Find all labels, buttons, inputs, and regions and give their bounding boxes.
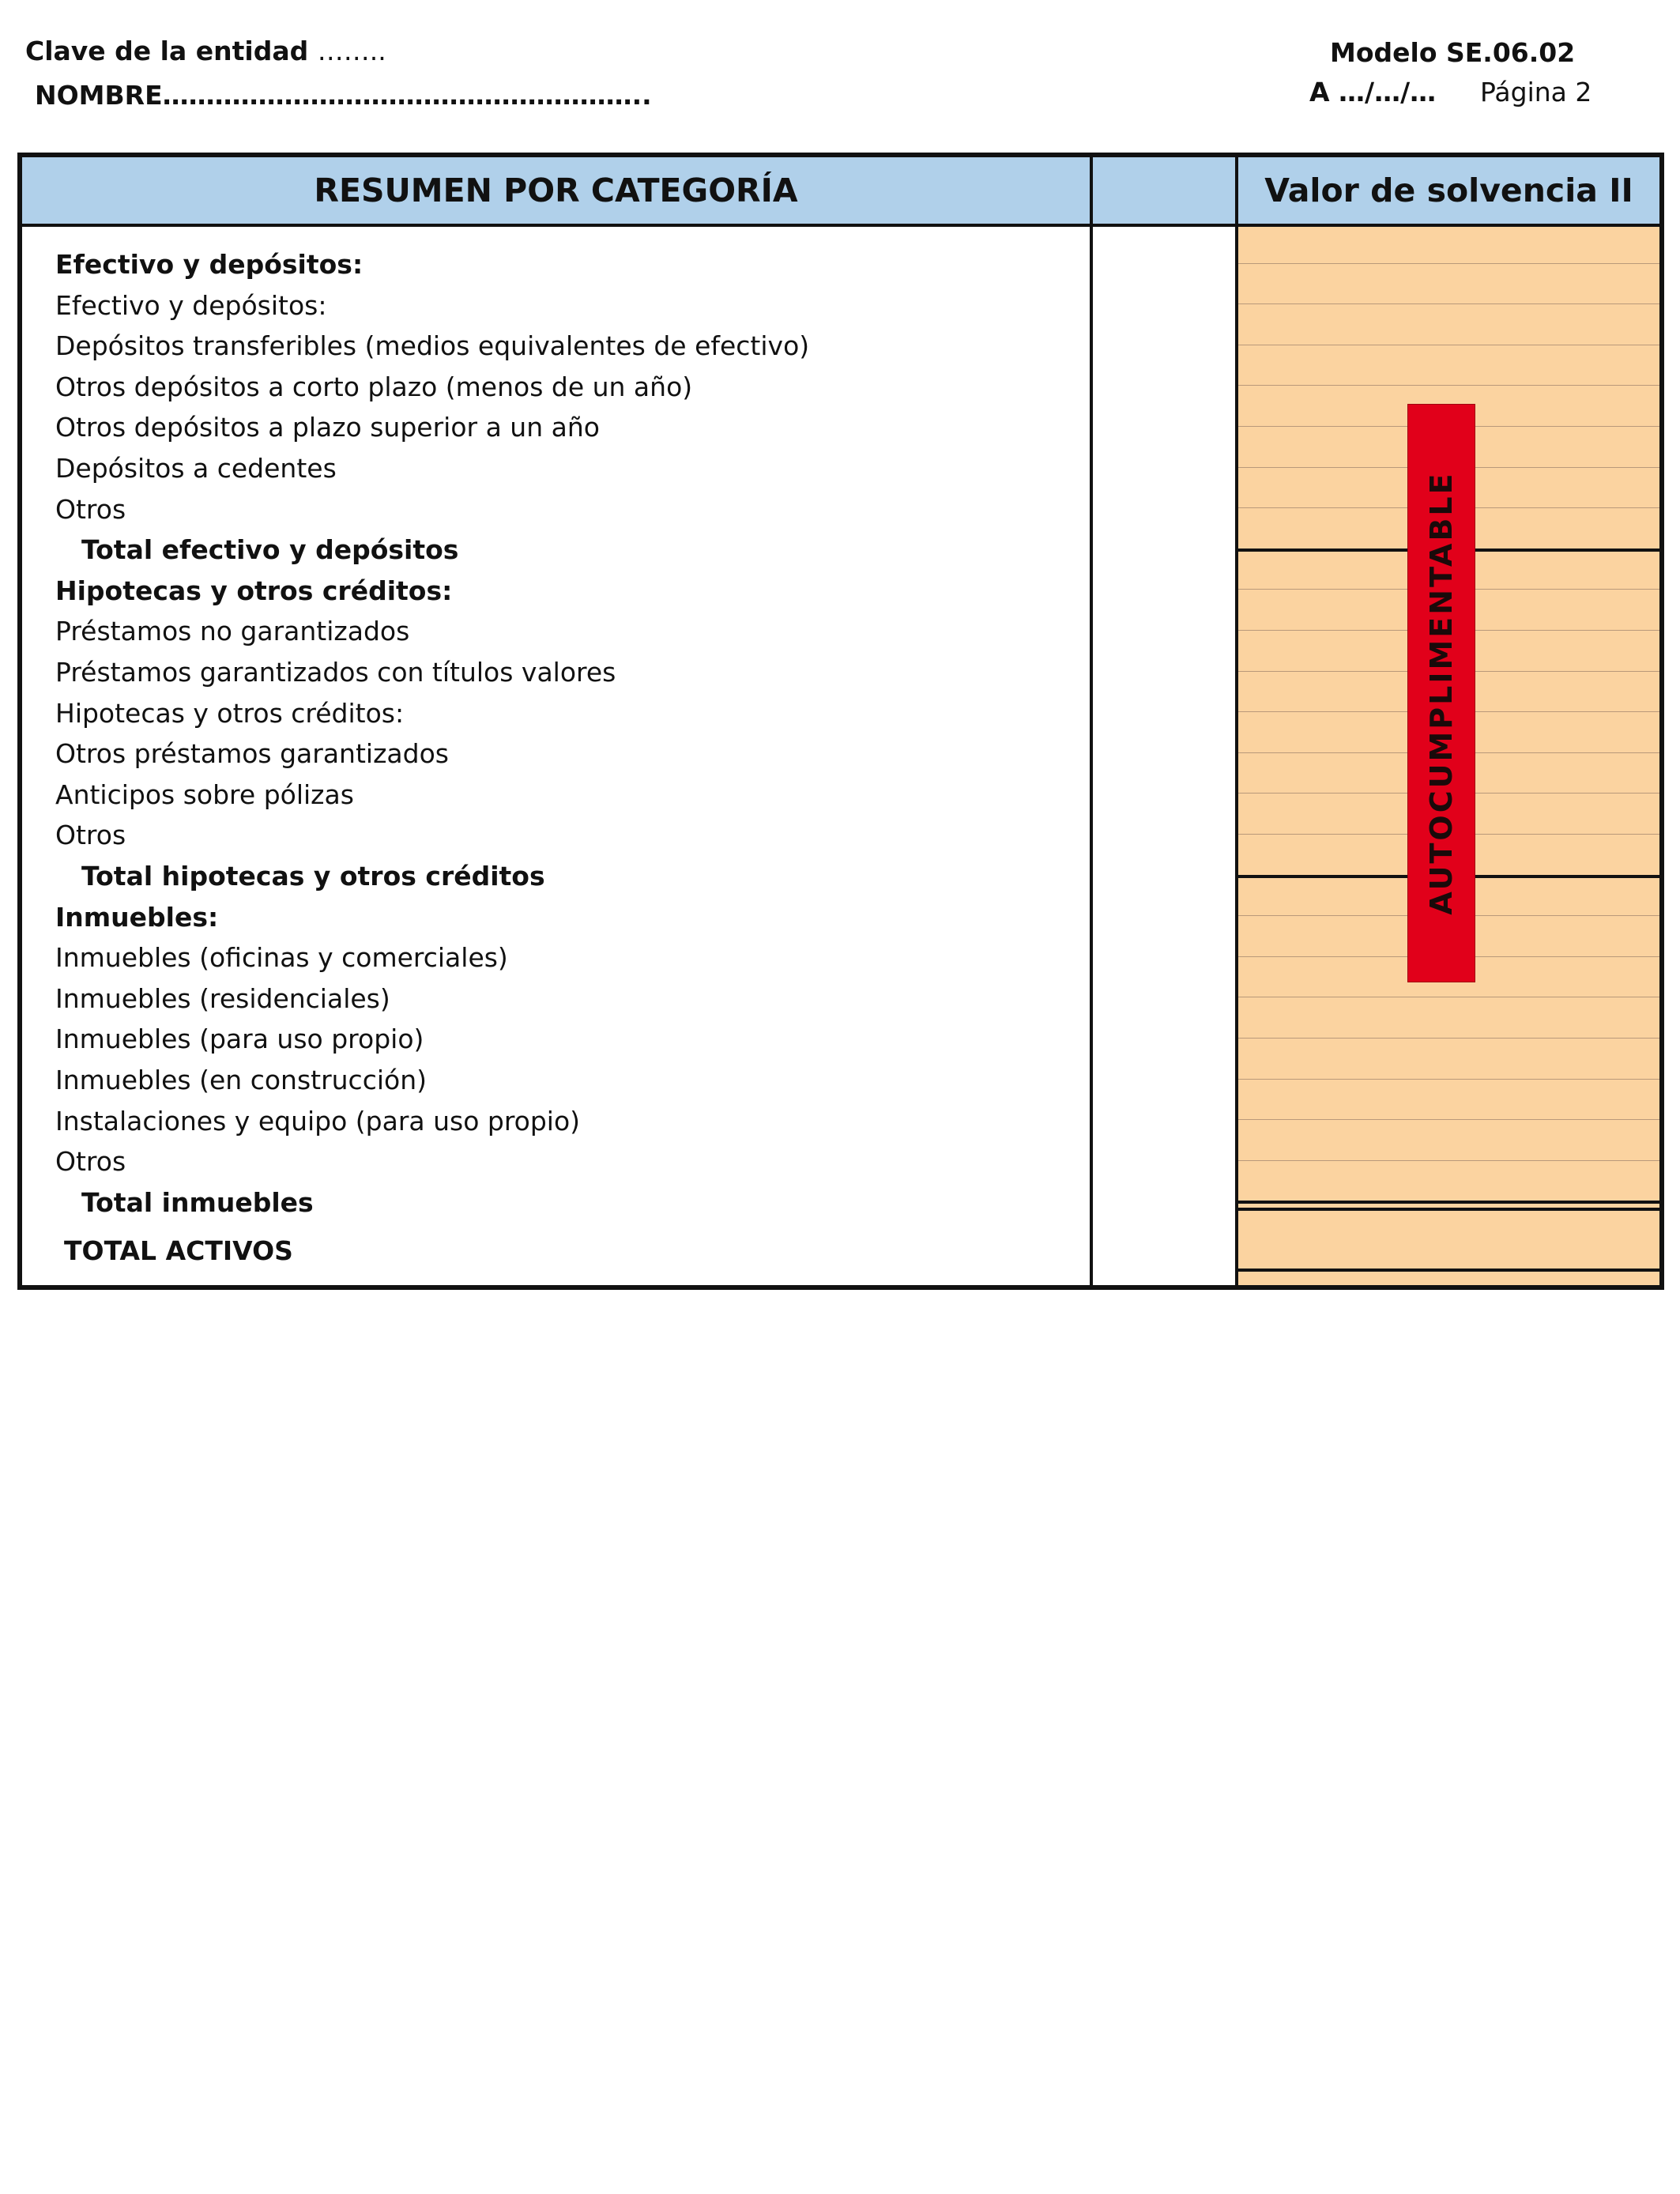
grand-total-divider <box>1238 1208 1659 1211</box>
row-label: Inmuebles (para uso propio) <box>55 1023 424 1054</box>
value-cell-divider <box>1238 1038 1659 1039</box>
report-date: A …/…/… <box>1309 77 1437 107</box>
page-number: Página 2 <box>1480 77 1592 107</box>
row-label: Otros depósitos a plazo superior a un año <box>55 412 600 443</box>
value-cell-divider <box>1238 1119 1659 1120</box>
row-label: Otros <box>55 1146 126 1177</box>
model-code: Modelo SE.06.02 <box>1330 37 1576 68</box>
value-column-header: Valor de solvencia II <box>1238 157 1659 227</box>
row-label: Instalaciones y equipo (para uso propio) <box>55 1106 581 1137</box>
row-label: Otros préstamos garantizados <box>55 738 449 769</box>
row-label: Préstamos no garantizados <box>55 616 410 647</box>
category-column-header: RESUMEN POR CATEGORÍA <box>22 157 1090 227</box>
value-cell-divider <box>1238 1160 1659 1161</box>
row-label: Otros depósitos a corto plazo (menos de un año) <box>55 371 693 402</box>
row-label: Efectivo y depósitos: <box>55 290 327 321</box>
category-heading: Inmuebles: <box>55 902 219 933</box>
value-cell-divider <box>1238 1079 1659 1080</box>
row-label: Inmuebles (en construcción) <box>55 1065 427 1095</box>
row-label: Depósitos a cedentes <box>55 453 337 484</box>
entity-key-label <box>25 36 386 66</box>
row-label: Anticipos sobre pólizas <box>55 779 354 810</box>
stamp-text: AUTOCUMPLIMENTABLE <box>1424 471 1459 915</box>
row-label: Otros <box>55 820 126 850</box>
subtotal-label: Total inmuebles <box>81 1187 314 1218</box>
row-label: Otros <box>55 494 126 525</box>
category-heading: Hipotecas y otros créditos: <box>55 575 453 606</box>
entity-name-label: NOMBRE……………………………………………….. <box>35 80 652 111</box>
row-label: Inmuebles (residenciales) <box>55 983 390 1014</box>
grand-total-divider <box>1238 1269 1659 1272</box>
autocumplimentable-stamp <box>1407 404 1475 982</box>
value-cell-divider <box>1238 385 1659 386</box>
value-cell-divider <box>1238 1201 1659 1204</box>
total-activos-label: TOTAL ACTIVOS <box>64 1235 293 1266</box>
category-heading: Efectivo y depósitos: <box>55 249 363 280</box>
blank-column <box>1093 157 1238 1285</box>
entity-key-text: Clave de la entidad <box>25 36 309 66</box>
subtotal-label: Total hipotecas y otros créditos <box>81 861 545 892</box>
value-cell-divider <box>1238 303 1659 304</box>
entity-key-dots: …….. <box>317 36 386 66</box>
category-column <box>22 157 1093 1285</box>
row-label: Inmuebles (oficinas y comerciales) <box>55 942 508 973</box>
blank-column-header <box>1093 157 1235 227</box>
row-label: Hipotecas y otros créditos: <box>55 698 405 729</box>
subtotal-label: Total efectivo y depósitos <box>81 534 459 565</box>
row-label: Préstamos garantizados con títulos valores <box>55 657 616 688</box>
value-cell-divider <box>1238 263 1659 264</box>
row-label: Depósitos transferibles (medios equivalentes de efectivo) <box>55 330 810 361</box>
